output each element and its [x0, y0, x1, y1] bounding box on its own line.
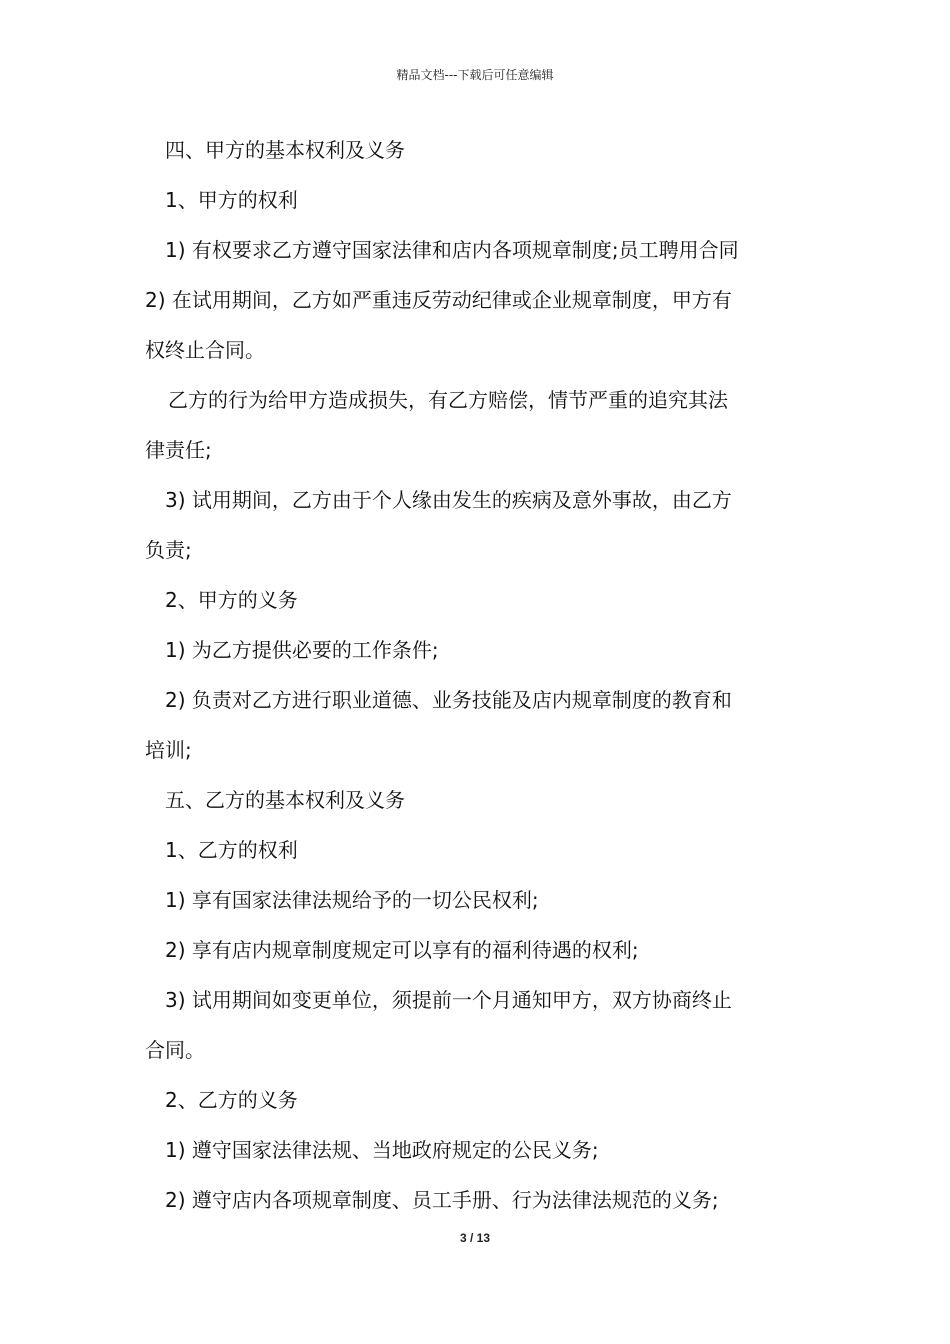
paragraph-line: 1) 遵守国家法律法规、当地政府规定的公民义务; [165, 1138, 599, 1162]
paragraph-line: 1) 享有国家法律法规给予的一切公民权利; [165, 888, 539, 912]
paragraph-line: 合同。 [145, 1038, 205, 1062]
section-heading: 四、甲方的基本权利及义务 [165, 138, 405, 162]
page-number: 3 / 13 [459, 1231, 491, 1245]
paragraph-line: 乙方的行为给甲方造成损失，有乙方赔偿，情节严重的追究其法 [168, 388, 728, 412]
paragraph-line: 1) 有权要求乙方遵守国家法律和店内各项规章制度;员工聘用合同 [165, 238, 739, 262]
section-heading: 五、乙方的基本权利及义务 [165, 788, 405, 812]
paragraph-line: 负责; [145, 538, 192, 562]
paragraph-line: 权终止合同。 [145, 338, 265, 362]
paragraph-line: 3) 试用期间如变更单位，须提前一个月通知甲方，双方协商终止 [165, 988, 732, 1012]
paragraph-line: 3) 试用期间，乙方由于个人缘由发生的疾病及意外事故，由乙方 [165, 488, 732, 512]
paragraph-line: 2) 遵守店内各项规章制度、员工手册、行为法律法规范的义务; [165, 1188, 719, 1212]
subsection-heading: 1、甲方的权利 [165, 188, 298, 212]
subsection-heading: 1、乙方的权利 [165, 838, 298, 862]
page-header: 精品文档---下载后可任意编辑 [396, 68, 554, 82]
paragraph-line: 2) 负责对乙方进行职业道德、业务技能及店内规章制度的教育和 [165, 688, 732, 712]
subsection-heading: 2、乙方的义务 [165, 1088, 298, 1112]
paragraph-line: 律责任; [145, 438, 212, 462]
paragraph-line: 2) 在试用期间，乙方如严重违反劳动纪律或企业规章制度，甲方有 [145, 288, 732, 312]
subsection-heading: 2、甲方的义务 [165, 588, 298, 612]
paragraph-line: 2) 享有店内规章制度规定可以享有的福利待遇的权利; [165, 938, 639, 962]
paragraph-line: 培训; [145, 738, 192, 762]
paragraph-line: 1) 为乙方提供必要的工作条件; [165, 638, 439, 662]
